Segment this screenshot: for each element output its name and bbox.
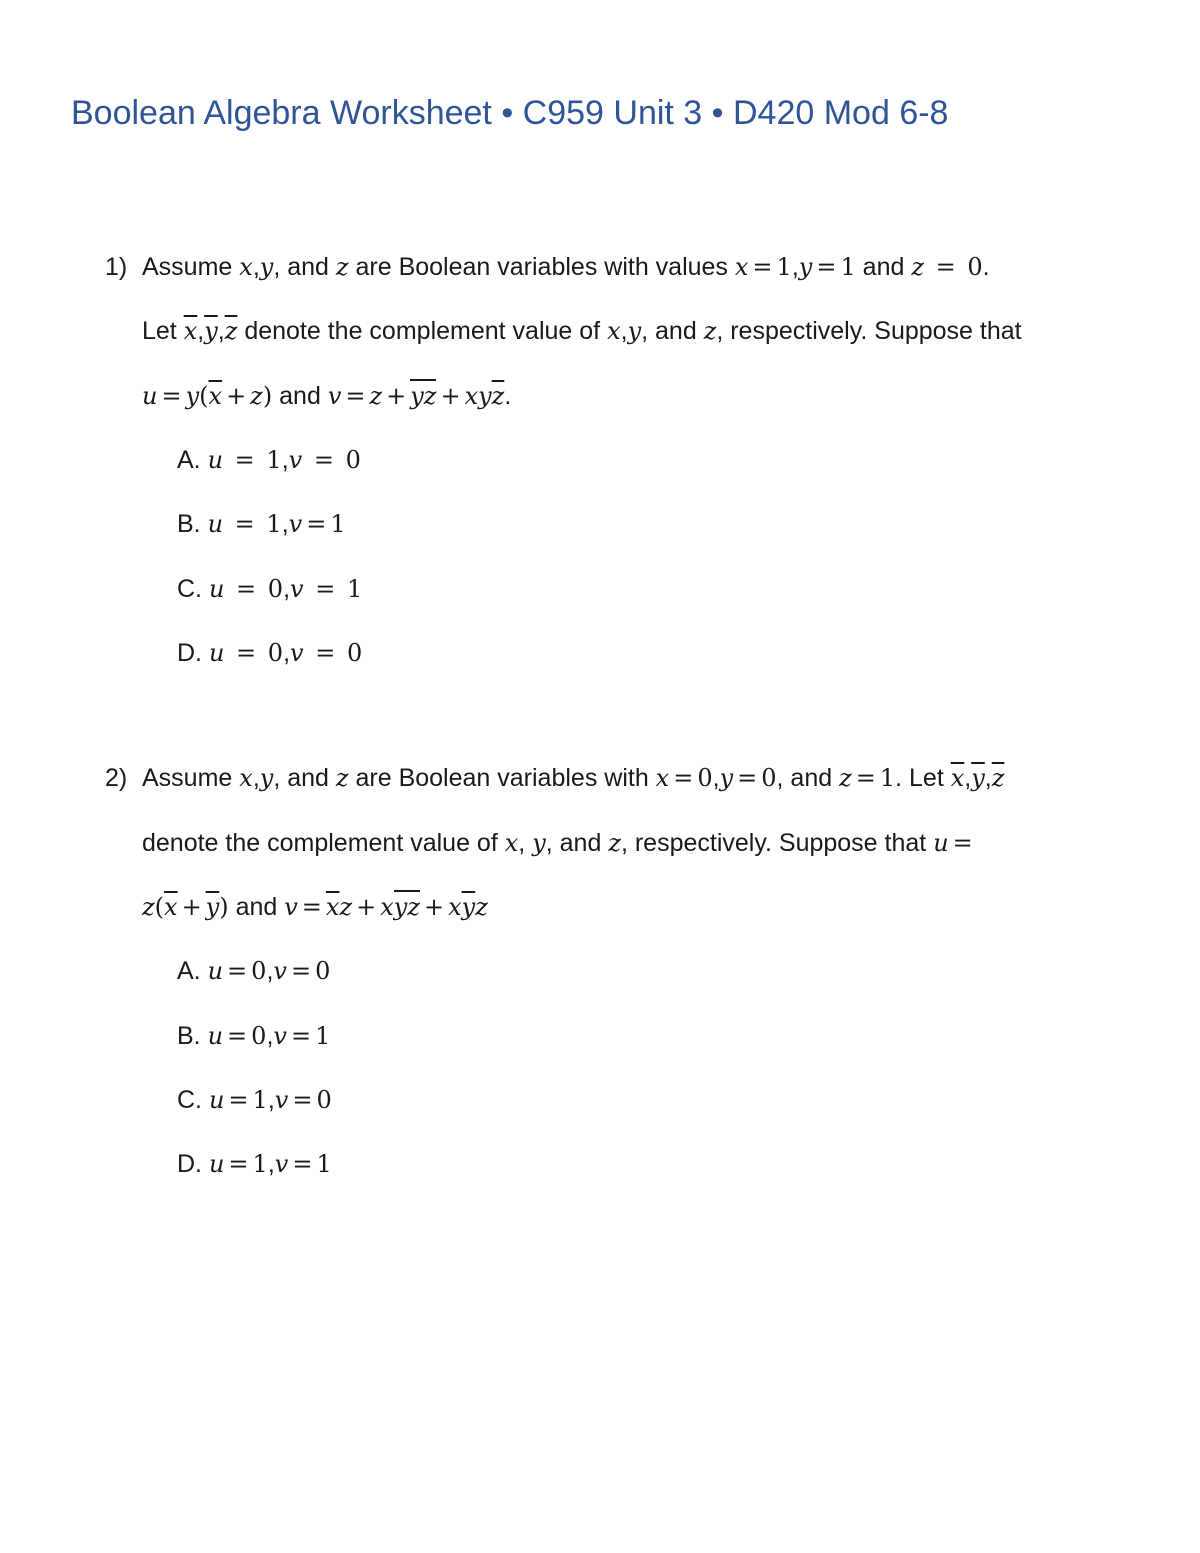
question-2-option-b: B. u = 0,v = 1 <box>177 1022 331 1050</box>
question-2-line-3: $z(\overline{x} + \overline{y})$ and $v = \overline{x}z$ + xyz + $x\overline{y}z$ <box>142 893 488 922</box>
question-2-line-2: denote the complement value of x, y, and z, respectively. Suppose that u = <box>142 829 973 857</box>
question-2-option-a: A. u = 0,v = 0 <box>177 957 331 985</box>
question-1-number: 1) <box>105 253 128 281</box>
question-1-line-2: Let $\overline{x},\overline{y},\overline{z}$ denote the complement value of x,y, and z, respectively. Suppose that <box>142 317 1022 345</box>
question-2-number: 2) <box>105 764 128 792</box>
question-1-line-1: Assume x,y, and z are Boolean variables with values x = 1,y = 1 and z = 0. <box>142 253 990 281</box>
question-1-line-3: $u = y(\overline{x} + z)$ and v = z + yz + $xy\overline{z}$. <box>142 382 511 411</box>
question-1-option-c: C. u = 0,v = 1 <box>177 575 363 603</box>
question-1-option-b: B. u = 1,v = 1 <box>177 510 346 538</box>
page-title: Boolean Algebra Worksheet • C959 Unit 3 • D420 Mod 6-8 <box>71 94 949 132</box>
question-2-option-d: D. u = 1,v = 1 <box>177 1150 332 1178</box>
question-2-option-c: C. u = 1,v = 0 <box>177 1086 332 1114</box>
question-1-option-d: D. u = 0,v = 0 <box>177 639 363 667</box>
question-2-line-1: Assume x,y, and z are Boolean variables with x = 0,y = 0, and z = 1. Let $\overline{x},\overline{y},\overline{z}$ <box>142 764 1005 792</box>
question-1-option-a: A. u = 1,v = 0 <box>177 446 361 474</box>
